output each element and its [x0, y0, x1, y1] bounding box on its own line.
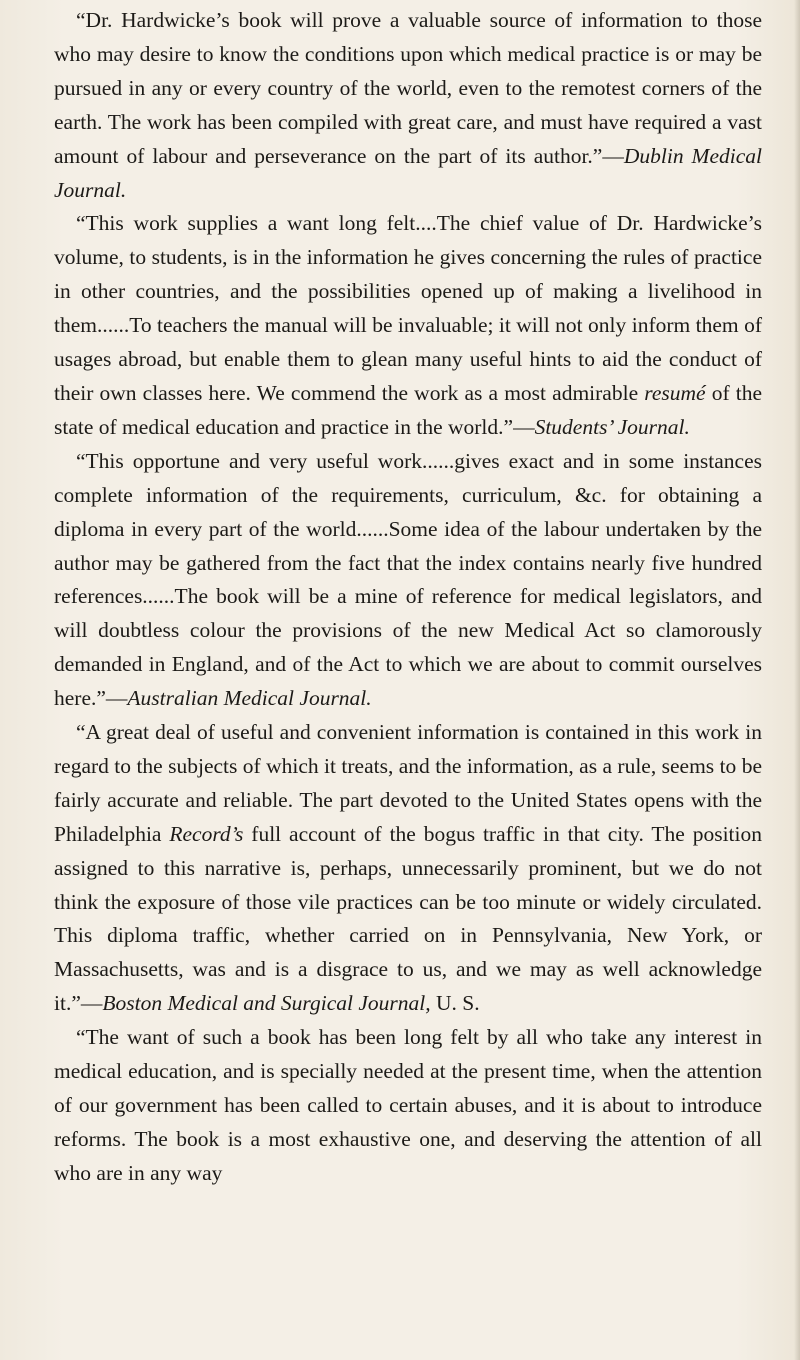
review-students-journal	[54, 207, 762, 444]
reviews-text	[54, 4, 762, 1191]
review-source: Australian Medical Journal.	[127, 686, 372, 711]
review-text: of the state of medical education and practice in the world.”—	[54, 380, 762, 439]
review-text: U. S.	[430, 991, 480, 1016]
review-text: full account of the bogus traffic in that city. The position assigned to this narrative is, perhaps, unnecessarily prominent, but we do not think the exposure of those vile practices can be too minute or widely circulated. This diploma traffic, whether carried on in Pennsylvania, New York, or Massachusetts, was and is a disgrace to us, and we may as well acknowledge it.”—	[54, 821, 762, 1016]
page-edge-shadow	[794, 0, 800, 1360]
review-source: Boston Medical and Surgical Journal,	[102, 991, 431, 1016]
review-text: “This opportune and very useful work......gives exact and in some instances complete information of the requirements, curriculum, &c. for obtaining a diploma in every part of the world......Some idea of the labour undertaken by the author may be gathered from the fact that the index contains nearly five hundred references......The book will be a mine of reference for medical legislators, and will doubtless colour the provisions of the new Medical Act so clamorously demanded in England, and of the Act to which we are about to commit ourselves here.”—	[54, 448, 762, 711]
review-source: Students’ Journal.	[534, 414, 690, 439]
review-italic-term: resumé	[644, 380, 706, 405]
review-source: Dublin Medical Journal.	[54, 143, 762, 202]
review-dublin-medical-journal	[54, 4, 762, 207]
review-italic-term: Record’s	[169, 821, 244, 846]
review-boston-medical-surgical-journal	[54, 716, 762, 1021]
review-australian-medical-journal	[54, 445, 762, 716]
review-unattributed-continued	[54, 1021, 762, 1191]
review-text: “Dr. Hardwicke’s book will prove a valuable source of information to those who may desire to know the conditions upon which medical practice is or may be pursued in any or every country of the world, even to the remotest corners of the earth. The work has been compiled with great care, and must have required a vast amount of labour and perseverance on the part of its author.”—	[54, 8, 762, 168]
review-text: “This work supplies a want long felt....The chief value of Dr. Hardwicke’s volume, to students, is in the information he gives concerning the rules of practice in other countries, and the possibilities opened up of making a livelihood in them......To teachers the manual will be invaluable; it will not only inform them of usages abroad, but enable them to glean many useful hints to aid the conduct of their own classes here. We commend the work as a most admirable	[54, 211, 762, 405]
review-text: “The want of such a book has been long felt by all who take any interest in medical education, and is specially needed at the present time, when the attention of our government has been called to certain abuses, and it is about to introduce reforms. The book is a most exhaustive one, and deserving the attention of all who are in any way	[54, 1025, 762, 1185]
review-text: “A great deal of useful and convenient information is contained in this work in regard to the subjects of which it treats, and the information, as a rule, seems to be fairly accurate and reliable. The part devoted to the United States opens with the Philadelphia	[54, 720, 762, 846]
